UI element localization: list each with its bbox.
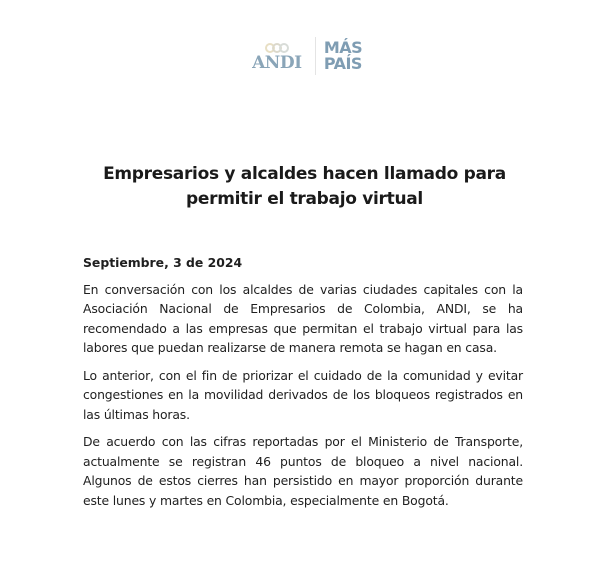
- title-line-2: permitir el trabajo virtual: [186, 189, 423, 209]
- paragraph-1: En conversación con los alcaldes de varias ciudades capitales con la Asociación Nacional de Empresarios de Colombia, ANDI, se ha recomendado a las empresas que permitan el trabajo virtual para las labores que puedan realizarse de manera remota se hagan en casa.: [83, 281, 523, 355]
- document-body: [83, 253, 523, 518]
- mas-pais-logo-line2: PAÍS: [323, 54, 362, 73]
- document-date: Septiembre, 3 de 2024: [83, 255, 243, 270]
- mas-pais-logo: [324, 40, 362, 72]
- ring-icon: [279, 43, 289, 53]
- andi-logo: [247, 41, 307, 72]
- paragraph-2: Lo anterior, con el fin de priorizar el cuidado de la comunidad y evitar congestiones en la movilidad derivados de los bloqueos registrados en las últimas horas.: [83, 367, 523, 422]
- logo-header: [0, 37, 609, 75]
- mas-pais-logo-line1: MÁS: [323, 38, 363, 57]
- title-line-1: Empresarios y alcaldes hacen llamado para: [103, 164, 506, 184]
- paragraph-3: De acuerdo con las cifras reportadas por el Ministerio de Transporte, actualmente se registran 46 puntos de bloqueo a nivel nacional. Algunos de estos cierres han persistido en mayor proporción durante este lunes y martes en Colombia, especialmente en Bogotá.: [83, 434, 523, 508]
- document-title: [60, 162, 549, 212]
- logo-divider: [315, 37, 316, 75]
- andi-logo-text: ANDI: [252, 52, 302, 73]
